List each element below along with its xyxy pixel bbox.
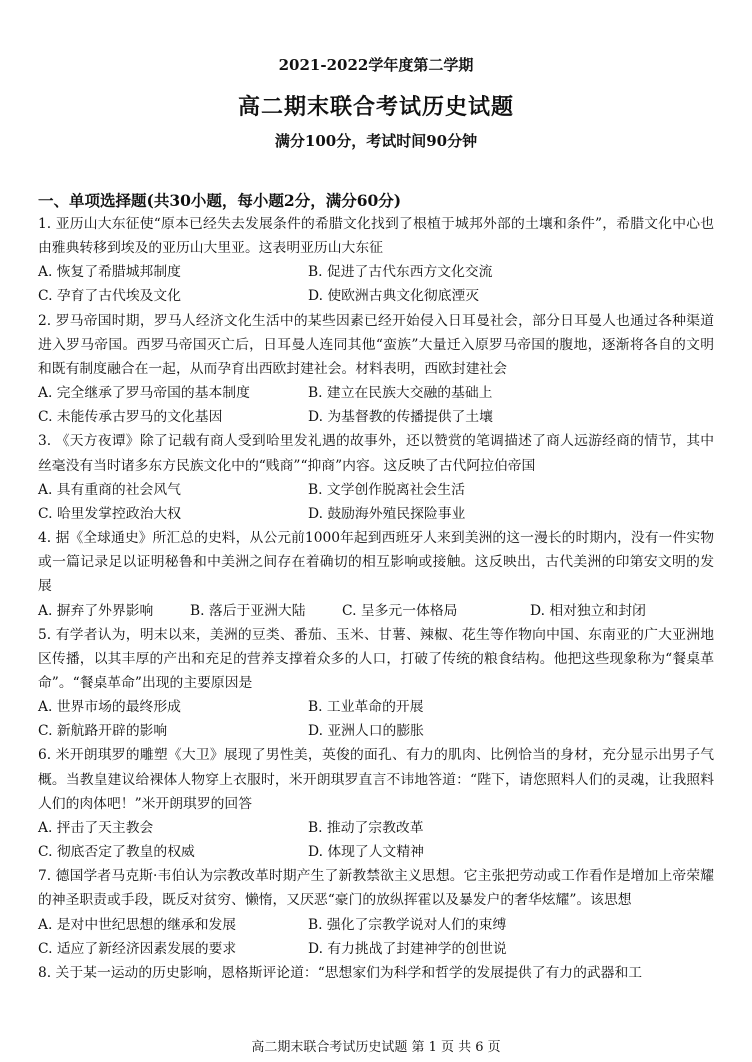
option-row bbox=[38, 937, 714, 961]
answer-option: D. 使欧洲古典文化彻底湮灭 bbox=[308, 288, 480, 305]
option-row bbox=[38, 478, 714, 502]
question-item bbox=[38, 961, 714, 985]
option-row bbox=[38, 816, 714, 840]
answer-option: B. 促进了古代东西方文化交流 bbox=[308, 264, 493, 281]
answer-option: A. 恢复了希腊城邦制度 bbox=[38, 264, 181, 281]
answer-option: C. 新航路开辟的影响 bbox=[38, 723, 168, 740]
option-row bbox=[38, 381, 714, 405]
answer-option: A. 完全继承了罗马帝国的基本制度 bbox=[38, 385, 250, 402]
answer-option: A. 具有重商的社会风气 bbox=[38, 481, 181, 498]
question-stem: 4. 据《全球通史》所汇总的史料，从公元前1000年起到西班牙人来到美洲的这一漫长的时期内，没有一件实物或一篇记录足以证明秘鲁和中美洲之间存在着确切的相互影响或接触。这反映出，古代美洲的印第安文明的发展 bbox=[38, 530, 714, 595]
question-item bbox=[38, 212, 714, 309]
answer-option: A. 摒弃了外界影响 bbox=[38, 602, 154, 619]
question-stem: 1. 亚历山大东征使“原本已经失去发展条件的希腊文化找到了根植于城邦外部的土壤和条件”，希腊文化中心也由雅典转移到埃及的亚历山大里亚。这表明亚历山大东征 bbox=[38, 216, 714, 257]
option-row bbox=[38, 284, 714, 308]
section-heading: 一、单项选择题(共30小题，每小题2分，满分60分) bbox=[38, 191, 402, 210]
answer-option: C. 适应了新经济因素发展的要求 bbox=[38, 940, 237, 957]
answer-option: C. 彻底否定了教皇的权威 bbox=[38, 844, 195, 861]
question-item bbox=[38, 309, 714, 430]
answer-option: B. 文学创作脱离社会生活 bbox=[308, 481, 465, 498]
exam-title: 高二期末联合考试历史试题 bbox=[237, 94, 514, 120]
question-stem: 8. 关于某一运动的历史影响，恩格斯评论道：“思想家们为科学和哲学的发展提供了有力的武器和工 bbox=[38, 964, 643, 981]
answer-option: D. 亚洲人口的膨胀 bbox=[308, 723, 424, 740]
question-stem: 2. 罗马帝国时期，罗马人经济文化生活中的某些因素已经开始侵入日耳曼社会，部分日耳曼人也通过各种渠道进入罗马帝国。西罗马帝国灭亡后，日耳曼人连同其他“蛮族”大量迁入原罗马帝国的腹地，逐渐将各自的文明和既有制度融合在一起，从而孕育出西欧封建社会。材料表明，西欧封建社会 bbox=[38, 312, 714, 377]
question-stem: 3. 《天方夜谭》除了记载有商人受到哈里发礼遇的故事外，还以赞赏的笔调描述了商人远游经商的情节，其中丝毫没有当时诸多东方民族文化中的“贱商”“抑商”内容。这反映了古代阿拉伯帝国 bbox=[38, 433, 714, 474]
question-item bbox=[38, 743, 714, 864]
answer-option: A. 抨击了天主教会 bbox=[38, 819, 154, 836]
answer-option: C. 哈里发掌控政治大权 bbox=[38, 505, 182, 522]
question-item bbox=[38, 623, 714, 744]
answer-option: D. 有力挑战了封建神学的创世说 bbox=[308, 940, 507, 957]
answer-option: B. 强化了宗教学说对人们的束缚 bbox=[308, 916, 507, 933]
answer-option: A. 世界市场的最终形成 bbox=[38, 699, 181, 716]
question-item bbox=[38, 526, 714, 623]
question-stem: 6. 米开朗琪罗的雕塑《大卫》展现了男性美，英俊的面孔、有力的肌肉、比例恰当的身材，充分显示出男子气概。当教皇建议给裸体人物穿上衣服时，米开朗琪罗直言不讳地答道：“陛下，请您照料人们的灵魂，让我照料人们的肉体吧！”米开朗琪罗的回答 bbox=[38, 747, 714, 812]
question-item bbox=[38, 864, 714, 961]
exam-content bbox=[38, 190, 714, 985]
answer-option: D. 鼓励海外殖民探险事业 bbox=[308, 505, 466, 522]
option-row bbox=[38, 840, 714, 864]
option-row bbox=[38, 695, 714, 719]
question-list bbox=[38, 212, 714, 985]
page-footer: 高二期末联合考试历史试题 第 1 页 共 6 页 bbox=[251, 1040, 501, 1055]
answer-option: D. 体现了人文精神 bbox=[308, 844, 424, 861]
answer-option: B. 推动了宗教改革 bbox=[308, 819, 424, 836]
option-row bbox=[38, 913, 714, 937]
question-stem: 5. 有学者认为，明末以来，美洲的豆类、番茄、玉米、甘薯、辣椒、花生等作物向中国、东南亚的广大亚洲地区传播，以其丰厚的产出和充足的营养支撑着众多的人口，打破了传统的粮食结构。他把这些现象称为“餐桌革命”。“餐桌革命”出现的主要原因是 bbox=[38, 626, 714, 691]
answer-option: D. 为基督教的传播提供了土壤 bbox=[308, 409, 493, 426]
answer-option: D. 相对独立和封闭 bbox=[530, 602, 646, 619]
answer-option: C. 孕育了古代埃及文化 bbox=[38, 288, 182, 305]
answer-option: A. 是对中世纪思想的继承和发展 bbox=[38, 916, 237, 933]
answer-option: B. 工业革命的开展 bbox=[308, 699, 424, 716]
option-row bbox=[38, 719, 714, 743]
option-row bbox=[38, 405, 714, 429]
answer-option: B. 建立在民族大交融的基础上 bbox=[308, 385, 493, 402]
answer-option: B. 落后于亚洲大陆 bbox=[190, 602, 306, 619]
answer-option: C. 呈多元一体格局 bbox=[342, 602, 458, 619]
option-row bbox=[38, 599, 714, 623]
exam-subtitle: 满分100分，考试时间90分钟 bbox=[274, 132, 478, 150]
exam-term: 2021-2022学年度第二学期 bbox=[278, 56, 474, 74]
question-item bbox=[38, 429, 714, 526]
option-row bbox=[38, 502, 714, 526]
answer-option: C. 未能传承古罗马的文化基因 bbox=[38, 409, 223, 426]
question-stem: 7. 德国学者马克斯·韦伯认为宗教改革时期产生了新教禁欲主义思想。它主张把劳动或工作看作是增加上帝荣耀的神圣职责或手段，既反对贫穷、懒惰，又厌恶“豪门的放纵挥霍以及暴发户的奢华炫耀”。该思想 bbox=[38, 868, 714, 909]
option-row bbox=[38, 260, 714, 284]
